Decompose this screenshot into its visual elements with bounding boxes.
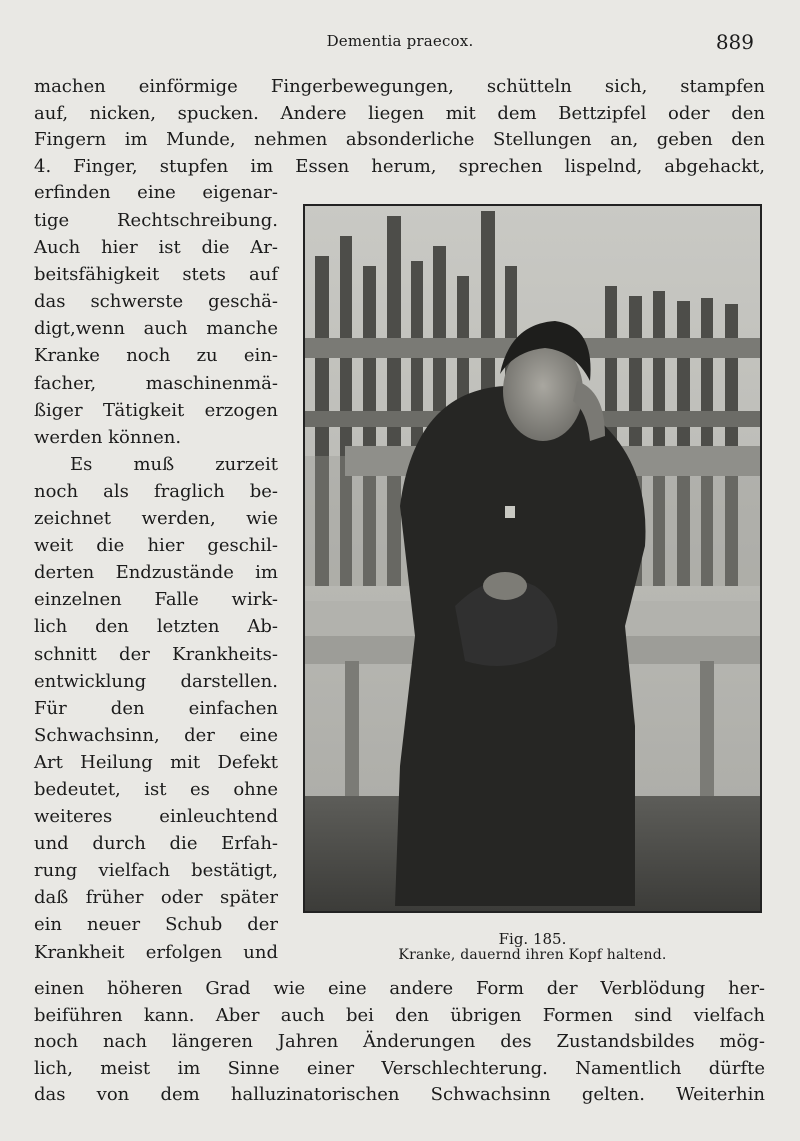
text-line: Art Heilung mit Defekt bbox=[34, 751, 278, 773]
text-line: und durch die Erfah- bbox=[34, 833, 278, 855]
text-line: einen höheren Grad wie eine andere Form der Verblödung her- bbox=[34, 978, 765, 999]
text-line: bedeutet, ist es ohne bbox=[34, 778, 278, 800]
text-line: weit die hier geschil- bbox=[34, 535, 278, 557]
photo-illustration bbox=[305, 206, 760, 911]
text-line: Für den einfachen bbox=[34, 697, 278, 719]
text-line: Schwachsinn, der eine bbox=[34, 724, 278, 746]
text-line: schnitt der Krankheits- bbox=[34, 643, 278, 665]
text-line: daß früher oder später bbox=[34, 887, 278, 909]
text-block-bottom bbox=[34, 976, 765, 1109]
text-line: beiführen kann. Aber auch bei den übrigen Formen sind vielfach bbox=[34, 1004, 765, 1026]
text-line: einzelnen Falle wirk- bbox=[34, 589, 278, 611]
text-block-narrow bbox=[34, 207, 278, 966]
text-line: zeichnet werden, wie bbox=[34, 508, 278, 530]
page-number: 889 bbox=[715, 30, 754, 54]
text-line: weiteres einleuchtend bbox=[34, 806, 278, 828]
text-line: digt,wenn auch manche bbox=[34, 318, 278, 340]
text-block-top bbox=[34, 74, 765, 207]
text-line: machen einförmige Fingerbewegungen, schütteln sich, stampfen bbox=[34, 76, 765, 97]
text-line: beitsfähigkeit stets auf bbox=[34, 264, 278, 286]
text-line: rung vielfach bestätigt, bbox=[34, 860, 278, 882]
text-line: das von dem halluzinatorischen Schwachsinn gelten. Weiterhin bbox=[34, 1084, 765, 1106]
text-line: tige Rechtschreibung. bbox=[34, 210, 278, 231]
figure-photo bbox=[303, 204, 762, 913]
text-line: ein neuer Schub der bbox=[34, 914, 278, 936]
text-line: lich, meist im Sinne einer Verschlechterung. Namentlich dürfte bbox=[34, 1057, 765, 1079]
text-line: das schwerste geschä- bbox=[34, 291, 278, 313]
text-line: Krankheit erfolgen und bbox=[34, 941, 278, 963]
text-line: erfinden eine eigenar- bbox=[34, 182, 278, 204]
text-line: noch als fraglich be- bbox=[34, 480, 278, 502]
text-line: ßiger Tätigkeit erzogen bbox=[34, 399, 278, 421]
text-line: Auch hier ist die Ar- bbox=[34, 237, 278, 259]
text-line: noch nach längeren Jahren Änderungen des Zustandsbildes mög- bbox=[34, 1031, 765, 1053]
text-line: entwicklung darstellen. bbox=[34, 670, 278, 692]
figure-number: Fig. 185. bbox=[498, 930, 567, 948]
text-line: Fingern im Munde, nehmen absonderliche Stellungen an, geben den bbox=[34, 129, 765, 151]
text-line: Es muß zurzeit bbox=[70, 453, 278, 475]
text-line: 4. Finger, stupfen im Essen herum, sprechen lispelnd, abgehackt, bbox=[34, 155, 765, 177]
figure-caption: Kranke, dauernd ihren Kopf haltend. bbox=[398, 947, 667, 963]
text-line: werden können. bbox=[34, 426, 182, 448]
text-line: lich den letzten Ab- bbox=[34, 616, 278, 638]
text-line: derten Endzustände im bbox=[34, 562, 278, 584]
text-line: Kranke noch zu ein- bbox=[34, 345, 278, 367]
text-line: auf, nicken, spucken. Andere liegen mit dem Bettzipfel oder den bbox=[34, 102, 765, 124]
running-header: Dementia praecox. bbox=[326, 32, 474, 50]
text-line: facher, maschinenmä- bbox=[34, 372, 278, 394]
